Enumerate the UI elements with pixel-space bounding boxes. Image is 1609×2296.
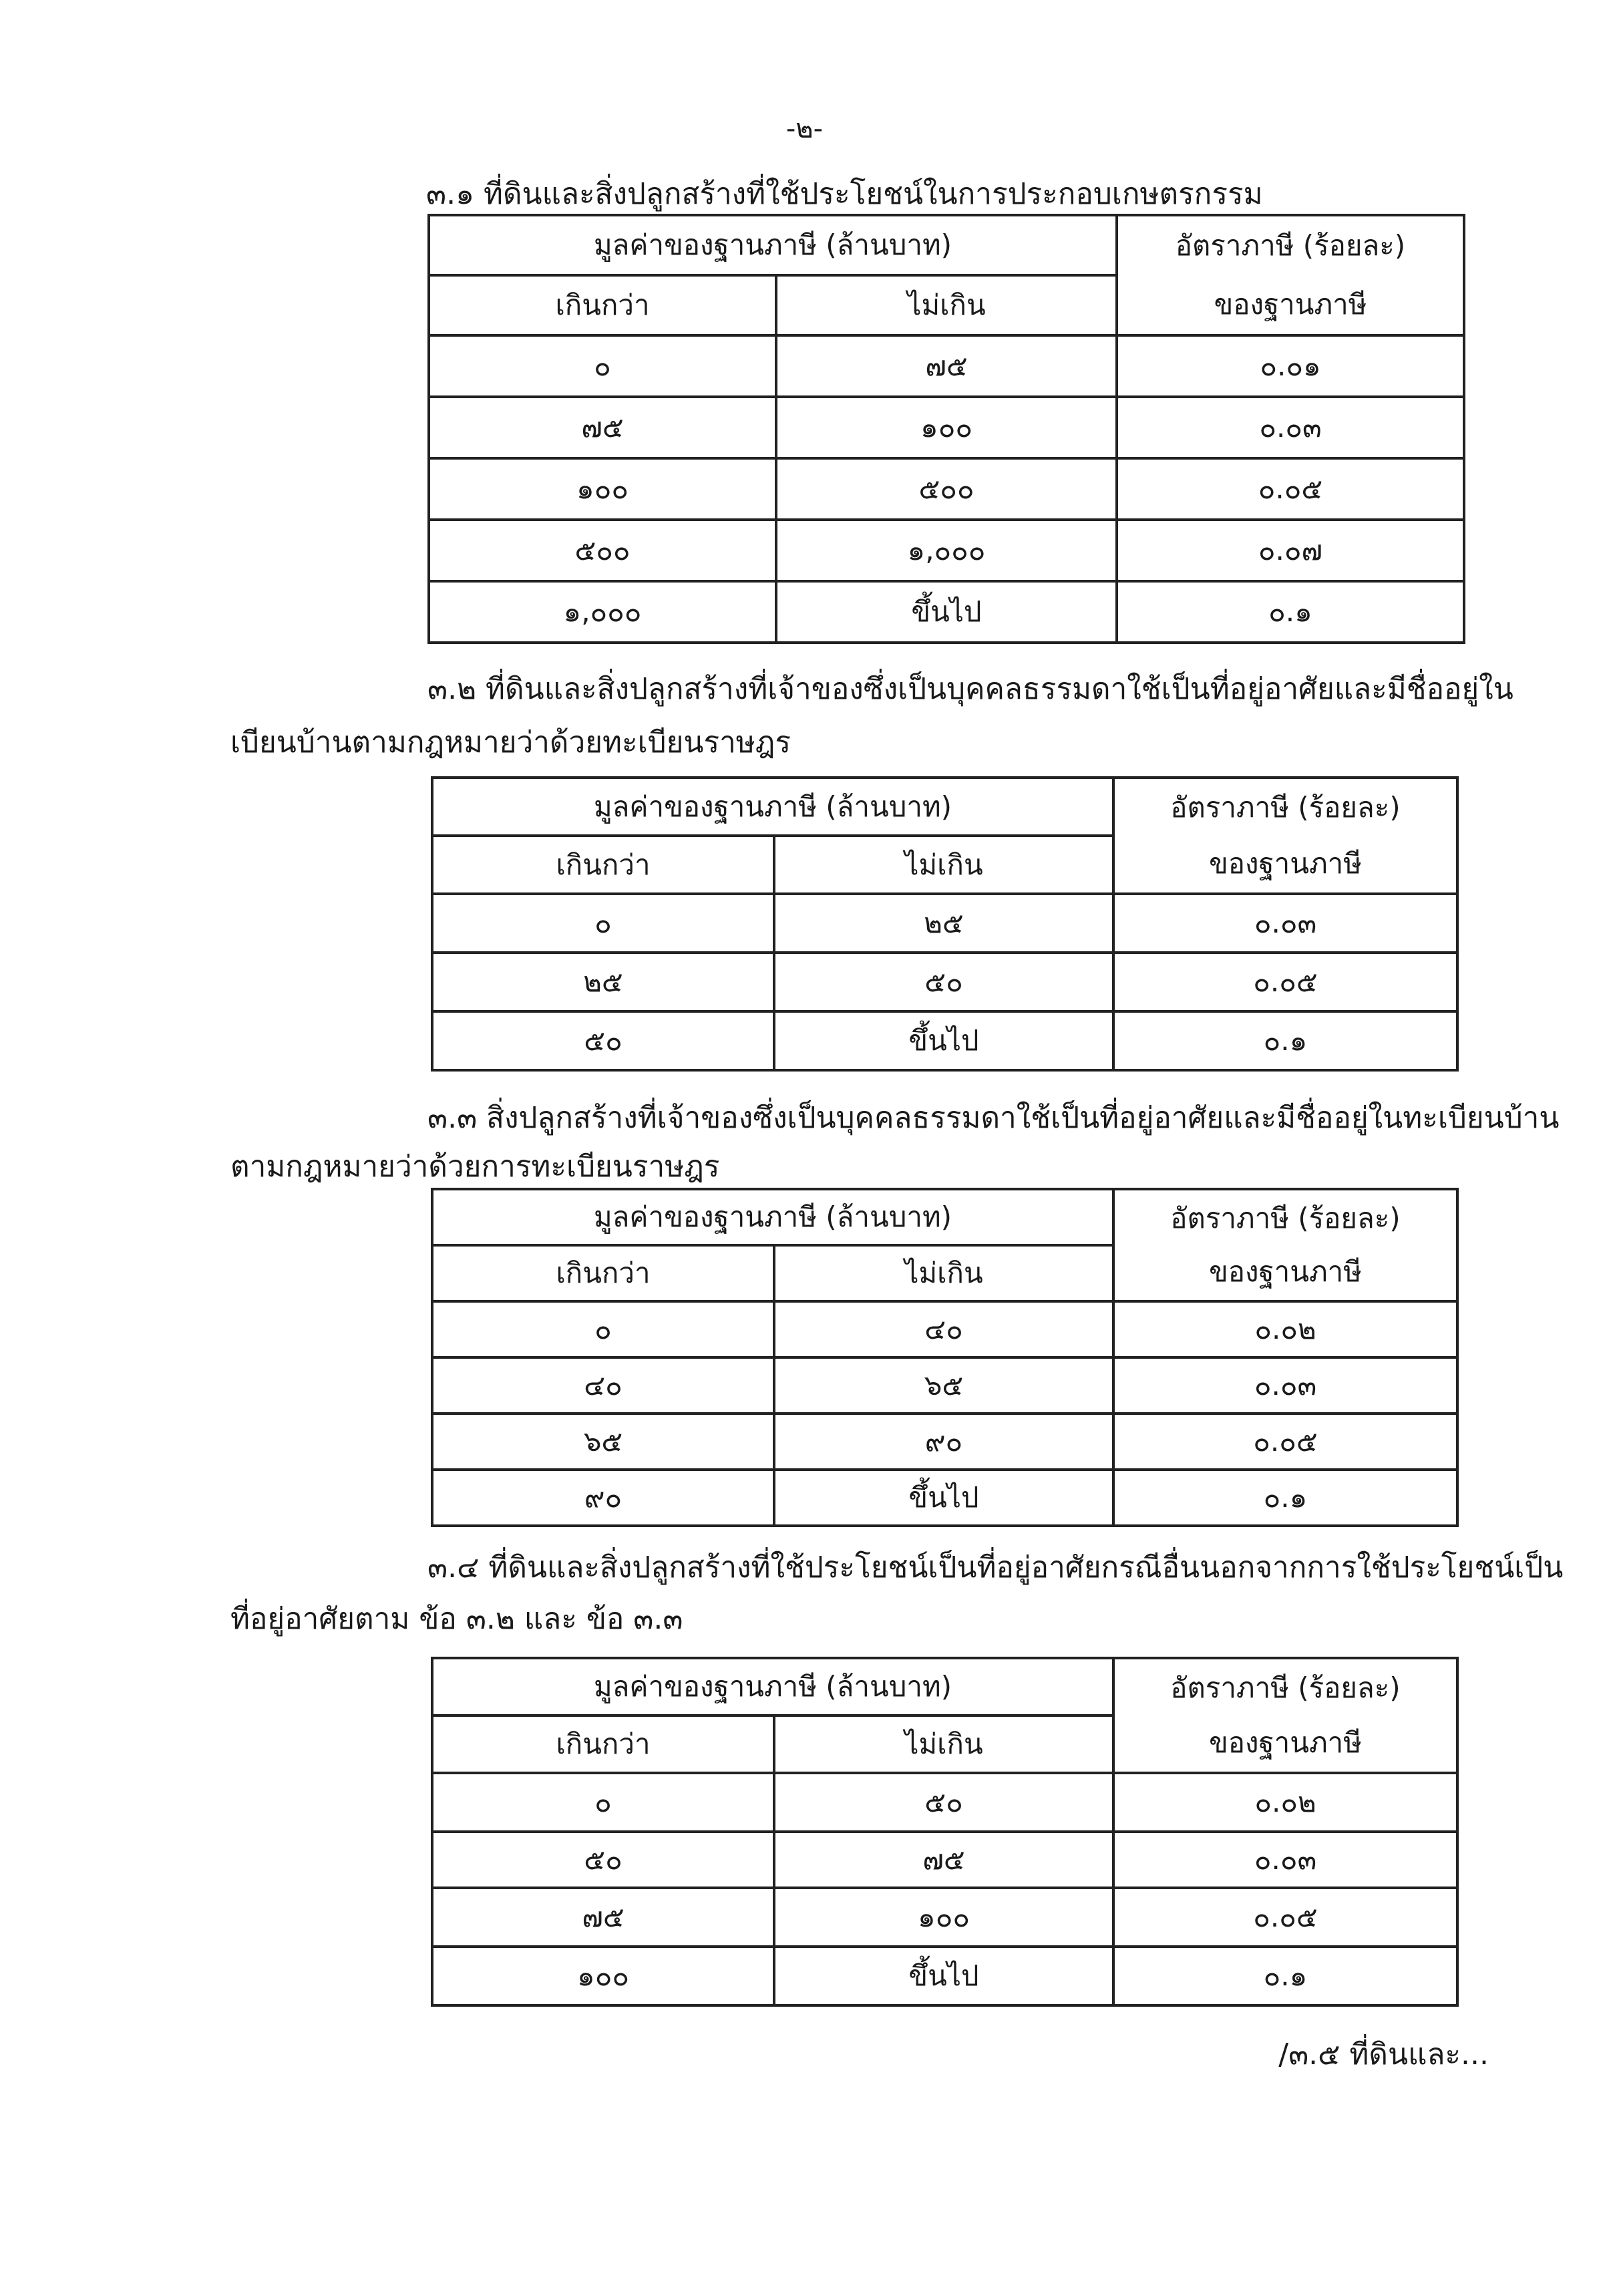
not-over-cell: ขึ้นไป bbox=[776, 581, 1117, 643]
table-row bbox=[429, 335, 1464, 397]
header-rate-cell bbox=[1113, 1189, 1457, 1301]
over-cell: ๒๕ bbox=[432, 953, 774, 1011]
section-3-2-line-1: ๓.๒ ที่ดินและสิ่งปลูกสร้างที่เจ้าของซึ่งเป็นบุคคลธรรมดาใช้เป็นที่อยู่อาศัยและมีชื่ออยู่ใน bbox=[427, 672, 1513, 706]
over-cell: ๑๐๐ bbox=[429, 458, 776, 520]
rate-cell: ๐.๑ bbox=[1113, 1947, 1457, 2005]
tax-table-3-3 bbox=[431, 1188, 1459, 1527]
col-over-header: เกินกว่า bbox=[432, 1715, 774, 1773]
tax-table-3-1 bbox=[427, 214, 1465, 644]
not-over-cell: ๑๐๐ bbox=[776, 397, 1117, 458]
table-row bbox=[432, 1301, 1457, 1357]
header-rate-line-1: อัตราภาษี (ร้อยละ) bbox=[1170, 1202, 1401, 1235]
tax-table-3-2 bbox=[431, 776, 1459, 1072]
over-cell: ๐ bbox=[429, 335, 776, 397]
header-value-cell: มูลค่าของฐานภาษี (ล้านบาท) bbox=[432, 778, 1113, 836]
table-row bbox=[432, 1357, 1457, 1414]
table-row bbox=[429, 397, 1464, 458]
header-rate-line-1: อัตราภาษี (ร้อยละ) bbox=[1170, 791, 1401, 824]
table-row bbox=[432, 1011, 1457, 1070]
over-cell: ๔๐ bbox=[432, 1357, 774, 1414]
header-rate-line-1: อัตราภาษี (ร้อยละ) bbox=[1170, 1671, 1401, 1704]
section-3-4-line-2: ที่อยู่อาศัยตาม ข้อ ๓.๒ และ ข้อ ๓.๓ bbox=[230, 1602, 683, 1636]
not-over-cell: ๑,๐๐๐ bbox=[776, 520, 1117, 581]
not-over-cell: ๗๕ bbox=[774, 1832, 1113, 1888]
table-row bbox=[429, 581, 1464, 643]
table-row bbox=[429, 458, 1464, 520]
over-cell: ๖๕ bbox=[432, 1414, 774, 1470]
tax-table-3-4 bbox=[431, 1657, 1459, 2007]
rate-cell: ๐.๐๕ bbox=[1113, 1888, 1457, 1947]
col-not-over-header: ไม่เกิน bbox=[776, 275, 1117, 335]
over-cell: ๕๐ bbox=[432, 1832, 774, 1888]
section-3-4-line-1: ๓.๔ ที่ดินและสิ่งปลูกสร้างที่ใช้ประโยชน์เป็นที่อยู่อาศัยกรณีอื่นนอกจากการใช้ประโยชน์เป็น bbox=[427, 1550, 1564, 1585]
col-over-header: เกินกว่า bbox=[432, 836, 774, 894]
col-not-over-header: ไม่เกิน bbox=[774, 836, 1113, 894]
over-cell: ๕๐ bbox=[432, 1011, 774, 1070]
table-row bbox=[432, 1832, 1457, 1888]
not-over-cell: ๕๐๐ bbox=[776, 458, 1117, 520]
table-row bbox=[432, 1470, 1457, 1526]
not-over-cell: ๙๐ bbox=[774, 1414, 1113, 1470]
rate-cell: ๐.๑ bbox=[1113, 1470, 1457, 1526]
header-rate-line-2: ของฐานภาษี bbox=[1209, 847, 1362, 880]
not-over-cell: ๔๐ bbox=[774, 1301, 1113, 1357]
col-over-header: เกินกว่า bbox=[432, 1245, 774, 1301]
col-over-header: เกินกว่า bbox=[429, 275, 776, 335]
over-cell: ๐ bbox=[432, 1301, 774, 1357]
over-cell: ๐ bbox=[432, 894, 774, 953]
table-row bbox=[432, 1947, 1457, 2005]
table-row bbox=[432, 953, 1457, 1011]
section-3-3-line-2: ตามกฎหมายว่าด้วยการทะเบียนราษฎร bbox=[230, 1150, 720, 1184]
over-cell: ๙๐ bbox=[432, 1470, 774, 1526]
rate-cell: ๐.๑ bbox=[1113, 1011, 1457, 1070]
table-row bbox=[432, 1414, 1457, 1470]
rate-cell: ๐.๐๗ bbox=[1117, 520, 1464, 581]
rate-cell: ๐.๐๑ bbox=[1117, 335, 1464, 397]
rate-cell: ๐.๐๕ bbox=[1117, 458, 1464, 520]
header-value-cell: มูลค่าของฐานภาษี (ล้านบาท) bbox=[432, 1658, 1113, 1715]
header-value-cell: มูลค่าของฐานภาษี (ล้านบาท) bbox=[432, 1189, 1113, 1245]
rate-cell: ๐.๐๓ bbox=[1113, 1357, 1457, 1414]
not-over-cell: ๑๐๐ bbox=[774, 1888, 1113, 1947]
rate-cell: ๐.๐๕ bbox=[1113, 953, 1457, 1011]
header-rate-cell bbox=[1113, 1658, 1457, 1773]
rate-cell: ๐.๐๒ bbox=[1113, 1301, 1457, 1357]
rate-cell: ๐.๐๕ bbox=[1113, 1414, 1457, 1470]
not-over-cell: ขึ้นไป bbox=[774, 1011, 1113, 1070]
table-row bbox=[432, 1888, 1457, 1947]
rate-cell: ๐.๐๓ bbox=[1113, 1832, 1457, 1888]
header-rate-line-2: ของฐานภาษี bbox=[1214, 288, 1367, 321]
not-over-cell: ๕๐ bbox=[774, 953, 1113, 1011]
not-over-cell: ๕๐ bbox=[774, 1773, 1113, 1832]
section-3-1-heading: ๓.๑ ที่ดินและสิ่งปลูกสร้างที่ใช้ประโยชน์ในการประกอบเกษตรกรรม bbox=[426, 177, 1263, 211]
table-row bbox=[432, 894, 1457, 953]
header-value-cell: มูลค่าของฐานภาษี (ล้านบาท) bbox=[429, 215, 1117, 275]
rate-cell: ๐.๑ bbox=[1117, 581, 1464, 643]
over-cell: ๑,๐๐๐ bbox=[429, 581, 776, 643]
rate-cell: ๐.๐๒ bbox=[1113, 1773, 1457, 1832]
header-rate-cell bbox=[1117, 215, 1464, 335]
col-not-over-header: ไม่เกิน bbox=[774, 1715, 1113, 1773]
rate-cell: ๐.๐๓ bbox=[1113, 894, 1457, 953]
not-over-cell: ๒๕ bbox=[774, 894, 1113, 953]
not-over-cell: ขึ้นไป bbox=[774, 1947, 1113, 2005]
continuation-footer: /๓.๕ ที่ดินและ... bbox=[1278, 2037, 1489, 2072]
header-rate-line-1: อัตราภาษี (ร้อยละ) bbox=[1175, 229, 1406, 262]
over-cell: ๑๐๐ bbox=[432, 1947, 774, 2005]
not-over-cell: ๖๕ bbox=[774, 1357, 1113, 1414]
section-3-2-line-2: เบียนบ้านตามกฎหมายว่าด้วยทะเบียนราษฎร bbox=[230, 725, 791, 760]
header-rate-line-2: ของฐานภาษี bbox=[1209, 1726, 1362, 1759]
col-not-over-header: ไม่เกิน bbox=[774, 1245, 1113, 1301]
not-over-cell: ๗๕ bbox=[776, 335, 1117, 397]
over-cell: ๕๐๐ bbox=[429, 520, 776, 581]
over-cell: ๐ bbox=[432, 1773, 774, 1832]
over-cell: ๗๕ bbox=[429, 397, 776, 458]
over-cell: ๗๕ bbox=[432, 1888, 774, 1947]
rate-cell: ๐.๐๓ bbox=[1117, 397, 1464, 458]
header-rate-cell bbox=[1113, 778, 1457, 894]
section-3-3-line-1: ๓.๓ สิ่งปลูกสร้างที่เจ้าของซึ่งเป็นบุคคลธรรมดาใช้เป็นที่อยู่อาศัยและมีชื่ออยู่ในทะเบียนบ้าน bbox=[427, 1101, 1560, 1135]
page-number: -๒- bbox=[785, 114, 824, 144]
not-over-cell: ขึ้นไป bbox=[774, 1470, 1113, 1526]
table-row bbox=[429, 520, 1464, 581]
header-rate-line-2: ของฐานภาษี bbox=[1209, 1255, 1362, 1288]
table-row bbox=[432, 1773, 1457, 1832]
